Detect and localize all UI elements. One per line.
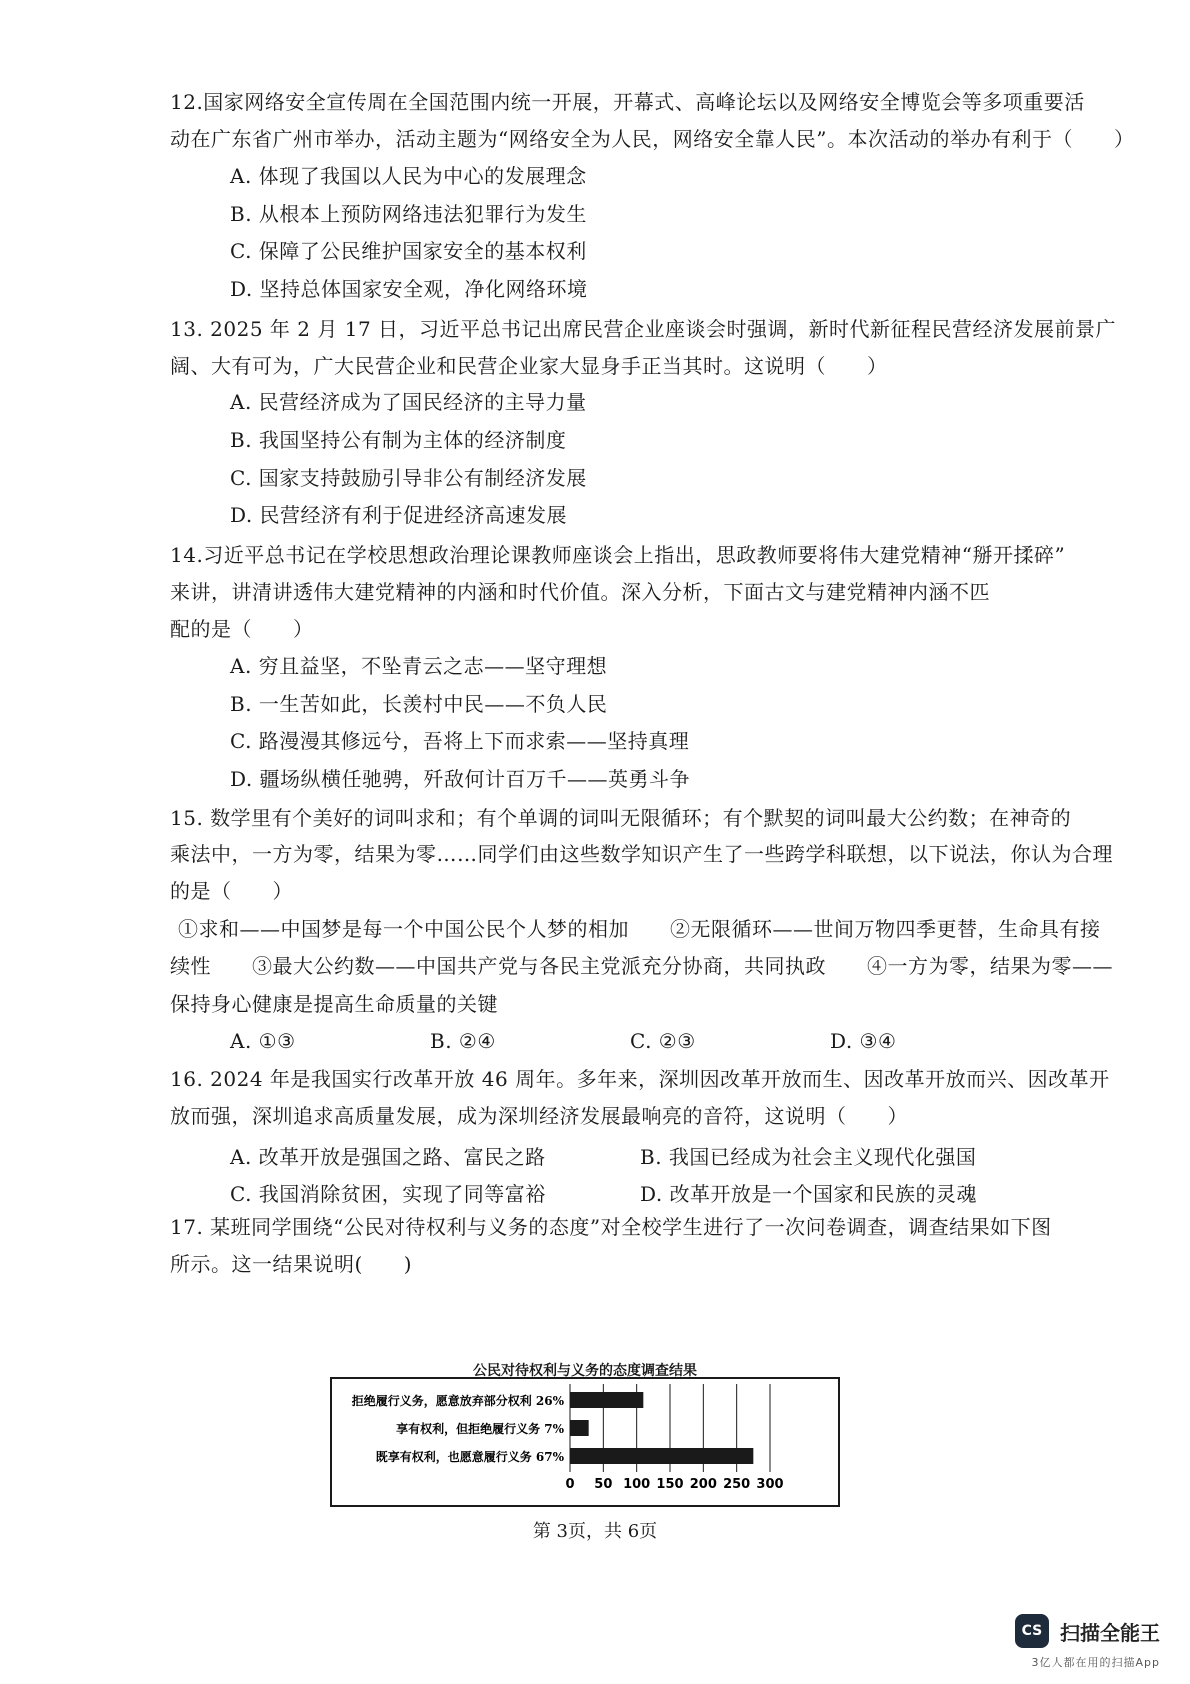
q13-stem-line1: 13. 2025 年 2 月 17 日，习近平总书记出席民营企业座谈会时强调，新时代新征程民营经济发展前景广: [170, 317, 1117, 341]
q16-option-d: D. 改革开放是一个国家和民族的灵魂: [640, 1182, 978, 1206]
q14-stem-line1: 14.习近平总书记在学校思想政治理论课教师座谈会上指出，思政教师要将伟大建党精神“掰开揉碎”: [170, 543, 1066, 567]
q17-stem-line1: 17. 某班同学围绕“公民对待权利与义务的态度”对全校学生进行了一次问卷调查，调查结果如下图: [170, 1215, 1052, 1239]
bar: [570, 1392, 643, 1408]
scanner-logo-icon: CS: [1015, 1614, 1049, 1648]
q15-stem-line2: 乘法中，一方为零，结果为零……同学们由这些数学知识产生了一些跨学科联想，以下说法，你认为合理: [170, 842, 1113, 866]
scanner-logo: [1015, 1614, 1160, 1648]
x-tick-label: 150: [656, 1477, 684, 1492]
survey-bar-chart: [330, 1356, 840, 1508]
scanner-logo-tagline: 3亿人都在用的扫描App: [1031, 1656, 1160, 1669]
chart-title: 公民对待权利与义务的态度调查结果: [473, 1363, 697, 1379]
q16-option-a: A. 改革开放是强国之路、富民之路: [230, 1145, 546, 1169]
q15-option-b: B. ②④: [430, 1029, 496, 1053]
q15-option-c: C. ②③: [630, 1029, 696, 1053]
q13-stem-line2: 阔、大有可为，广大民营企业和民营企业家大显身手正当其时。这说明（ ）: [170, 354, 888, 378]
x-tick-label: 200: [689, 1477, 717, 1492]
q14-option-d: D. 疆场纵横任驰骋，歼敌何计百万千——英勇斗争: [230, 767, 691, 791]
q12-option-c: C. 保障了公民维护国家安全的基本权利: [230, 239, 587, 263]
q13-option-a: A. 民营经济成为了国民经济的主导力量: [230, 390, 587, 414]
q15-stem-line3: 的是（ ）: [170, 879, 293, 903]
q15-statements-line3: 保持身心健康是提高生命质量的关键: [170, 992, 498, 1016]
q12-stem-line1: 12.国家网络安全宣传周在全国范围内统一开展，开幕式、高峰论坛以及网络安全博览会等多项重要活: [170, 90, 1085, 114]
q16-option-b: B. 我国已经成为社会主义现代化强国: [640, 1145, 977, 1169]
q14-option-a: A. 穷且益坚，不坠青云之志——坚守理想: [230, 654, 608, 678]
q16-option-c: C. 我国消除贫困，实现了同等富裕: [230, 1182, 546, 1206]
q13-option-c: C. 国家支持鼓励引导非公有制经济发展: [230, 466, 587, 490]
x-tick-label: 300: [756, 1477, 784, 1492]
q14-option-c: C. 路漫漫其修远兮，吾将上下而求索——坚持真理: [230, 729, 690, 753]
q12-option-a: A. 体现了我国以人民为中心的发展理念: [230, 164, 587, 188]
x-tick-label: 0: [565, 1477, 575, 1492]
category-label: 拒绝履行义务，愿意放弃部分权利 26%: [351, 1394, 564, 1408]
q12-option-b: B. 从根本上预防网络违法犯罪行为发生: [230, 202, 587, 226]
q16-stem-line2: 放而强，深圳追求高质量发展，成为深圳经济发展最响亮的音符，这说明（ ）: [170, 1104, 908, 1128]
scanner-logo-name: 扫描全能王: [1060, 1620, 1160, 1645]
category-label: 既享有权利，也愿意履行义务 67%: [375, 1450, 564, 1464]
q12-option-d: D. 坚持总体国家安全观，净化网络环境: [230, 277, 588, 301]
category-label: 享有权利，但拒绝履行义务 7%: [396, 1422, 564, 1436]
q14-stem-line3: 配的是（ ）: [170, 617, 314, 641]
q15-stem-line1: 15. 数学里有个美好的词叫求和；有个单调的词叫无限循环；有个默契的词叫最大公约数；在神奇的: [170, 806, 1072, 830]
q15-option-d: D. ③④: [830, 1029, 897, 1053]
x-tick-label: 50: [594, 1477, 613, 1492]
x-tick-label: 250: [723, 1477, 751, 1492]
q14-stem-line2: 来讲，讲清讲透伟大建党精神的内涵和时代价值。深入分析，下面古文与建党精神内涵不匹: [170, 580, 990, 604]
q15-option-a: A. ①③: [230, 1029, 296, 1053]
q15-statements-line1: ①求和——中国梦是每一个中国公民个人梦的相加 ②无限循环——世间万物四季更替，生命具有接: [178, 917, 1101, 941]
bar: [570, 1420, 589, 1436]
page-footer: 第 3页，共 6页: [532, 1521, 658, 1542]
q14-option-b: B. 一生苦如此，长羡村中民——不负人民: [230, 692, 608, 716]
q16-stem-line1: 16. 2024 年是我国实行改革开放 46 周年。多年来，深圳因改革开放而生、因改革开放而兴、因改革开: [170, 1067, 1110, 1091]
q15-statements-line2: 续性 ③最大公约数——中国共产党与各民主党派充分协商，共同执政 ④一方为零，结果为零——: [170, 954, 1113, 978]
q12-stem-line2: 动在广东省广州市举办，活动主题为“网络安全为人民，网络安全靠人民”。本次活动的举办有利于（ ）: [170, 127, 1135, 151]
q17-stem-line2: 所示。这一结果说明( ): [170, 1252, 413, 1276]
q13-option-d: D. 民营经济有利于促进经济高速发展: [230, 503, 568, 527]
bar: [570, 1448, 753, 1464]
x-tick-label: 100: [623, 1477, 651, 1492]
q13-option-b: B. 我国坚持公有制为主体的经济制度: [230, 428, 567, 452]
